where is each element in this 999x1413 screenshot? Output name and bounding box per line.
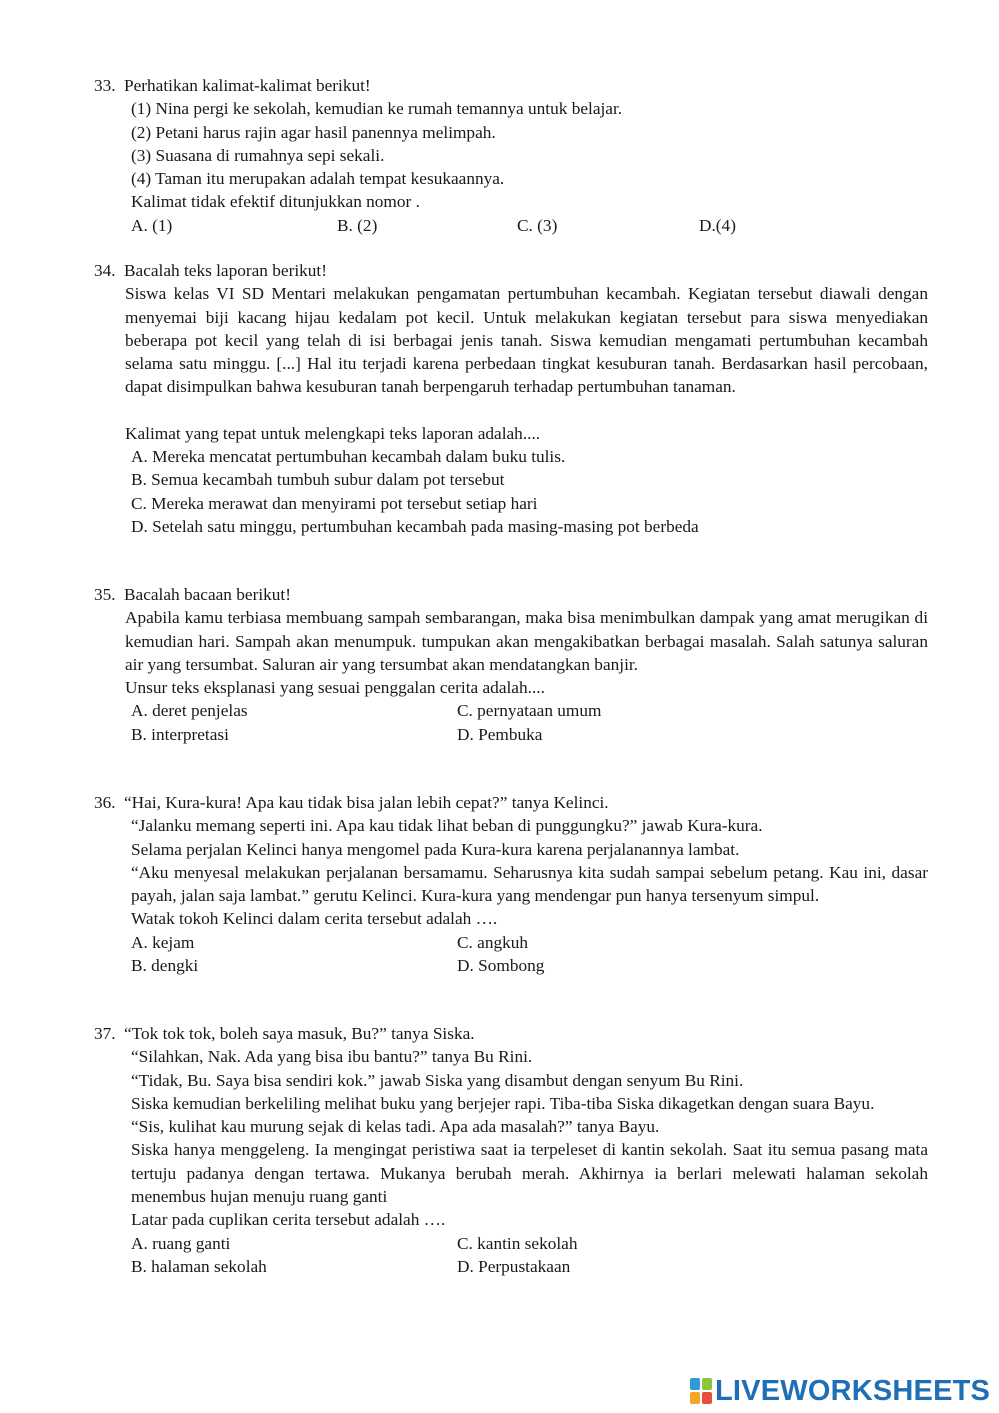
option-a[interactable]: A. kejam <box>131 932 195 952</box>
question-number: 33. <box>94 76 116 95</box>
liveworksheets-logo <box>690 1376 990 1406</box>
story-line: “Aku menyesal melakukan perjalanan bersamamu. Seharusnya kita sudah sampai sebelum petang. Kau ini, dasar payah, jalan saja lambat.” gerutu Kelinci. Kura-kura yang mendengar pun hanya tersenyum simpul. <box>131 862 928 906</box>
option-b[interactable]: B. dengki <box>131 956 199 976</box>
question-stem: Bacalah bacaan berikut! <box>124 585 291 604</box>
question-prompt: Kalimat yang tepat untuk melengkapi teks laporan adalah.... <box>125 423 541 443</box>
option-b[interactable]: B. halaman sekolah <box>131 1256 267 1276</box>
question-number: 36. <box>94 793 116 812</box>
list-item: (1) Nina pergi ke sekolah, kemudian ke rumah temannya untuk belajar. <box>131 99 623 119</box>
option-b[interactable]: B. interpretasi <box>131 724 229 744</box>
question-33 <box>94 74 928 237</box>
option-c[interactable]: C. (3) <box>517 215 558 235</box>
passage: Siswa kelas VI SD Mentari melakukan pengamatan pertumbuhan kecambah. Kegiatan tersebut diawali dengan menyemai biji kacang hijau kedalam pot kecil. Untuk melakukan kegiatan tersebut para siswa menyediakan beberapa pot kecil yang telah di isi berbagai jenis tanah. Siswa kemudian mengamati pertumbuhan kecambah selama satu minggu. [...] Hal itu terjadi karena perbedaan tingkat kesuburan tanah. Berdasarkan hasil percobaan, dapat disimpulkan bahwa kesuburan tanah berpengaruh terhadap pertumbuhan tanaman. <box>125 284 928 397</box>
question-stem: Perhatikan kalimat-kalimat berikut! <box>124 76 371 95</box>
option-c[interactable]: C. Mereka merawat dan menyirami pot tersebut setiap hari <box>131 493 538 513</box>
story-line: “Silahkan, Nak. Ada yang bisa ibu bantu?” tanya Bu Rini. <box>131 1047 533 1067</box>
option-c[interactable]: C. pernyataan umum <box>457 701 602 721</box>
question-number: 37. <box>94 1024 116 1043</box>
story-line: “Sis, kulihat kau murung sejak di kelas tadi. Apa ada masalah?” tanya Bayu. <box>131 1117 660 1137</box>
question-34 <box>94 259 928 538</box>
question-35 <box>94 583 928 746</box>
question-prompt: Kalimat tidak efektif ditunjukkan nomor . <box>131 192 420 212</box>
question-stem: “Tok tok tok, boleh saya masuk, Bu?” tanya Siska. <box>124 1024 475 1043</box>
option-a[interactable]: A. ruang ganti <box>131 1233 231 1253</box>
option-d[interactable]: D. Pembuka <box>457 724 543 744</box>
story-line: Siska kemudian berkeliling melihat buku yang berjejer rapi. Tiba-tiba Siska dikagetkan dengan suara Bayu. <box>131 1093 875 1113</box>
list-item: (4) Taman itu merupakan adalah tempat kesukaannya. <box>131 169 505 189</box>
option-b[interactable]: B. (2) <box>337 215 378 235</box>
option-d[interactable]: D. Setelah satu minggu, pertumbuhan kecambah pada masing-masing pot berbeda <box>131 516 699 536</box>
question-number: 35. <box>94 585 116 604</box>
story-line: “Jalanku memang seperti ini. Apa kau tidak lihat beban di punggungku?” jawab Kura-kura. <box>131 816 763 836</box>
option-c[interactable]: C. kantin sekolah <box>457 1233 578 1253</box>
question-36 <box>94 791 928 977</box>
option-c[interactable]: C. angkuh <box>457 932 529 952</box>
option-a[interactable]: A. deret penjelas <box>131 701 248 721</box>
option-d[interactable]: D. Sombong <box>457 956 545 976</box>
story-line: Selama perjalan Kelinci hanya mengomel pada Kura-kura karena perjalanannya lambat. <box>131 839 740 859</box>
list-item: (2) Petani harus rajin agar hasil panennya melimpah. <box>131 122 496 142</box>
option-b[interactable]: B. Semua kecambah tumbuh subur dalam pot tersebut <box>131 470 505 490</box>
question-number: 34. <box>94 261 116 280</box>
option-d[interactable]: D.(4) <box>699 215 736 235</box>
question-prompt: Unsur teks eksplanasi yang sesuai penggalan cerita adalah.... <box>125 678 545 698</box>
story-line: “Tidak, Bu. Saya bisa sendiri kok.” jawab Siska yang disambut dengan senyum Bu Rini. <box>131 1070 744 1090</box>
question-37 <box>94 1022 928 1278</box>
option-d[interactable]: D. Perpustakaan <box>457 1256 571 1276</box>
question-prompt: Watak tokoh Kelinci dalam cerita tersebut adalah …. <box>131 909 498 929</box>
question-stem: “Hai, Kura-kura! Apa kau tidak bisa jalan lebih cepat?” tanya Kelinci. <box>124 793 609 812</box>
option-a[interactable]: A. Mereka mencatat pertumbuhan kecambah dalam buku tulis. <box>131 447 566 467</box>
list-item: (3) Suasana di rumahnya sepi sekali. <box>131 145 385 165</box>
liveworksheets-icon <box>690 1378 712 1404</box>
question-stem: Bacalah teks laporan berikut! <box>124 261 327 280</box>
brand-name: LIVEWORKSHEETS <box>715 1375 991 1407</box>
option-a[interactable]: A. (1) <box>131 215 173 235</box>
passage: Apabila kamu terbiasa membuang sampah sembarangan, maka bisa menimbulkan dampak yang amat merugikan di kemudian hari. Sampah akan menumpuk. tumpukan akan mengakibatkan berbagai masalah. Salah satunya saluran air yang tersumbat. Saluran air yang tersumbat akan mendatangkan banjir. <box>125 608 928 674</box>
question-prompt: Latar pada cuplikan cerita tersebut adalah …. <box>131 1210 446 1230</box>
story-line: Siska hanya menggeleng. Ia mengingat peristiwa saat ia terpeleset di kantin sekolah. Saat itu semua pasang mata tertuju padanya dengan tertawa. Mukanya berubah merah. Akhirnya ia berlari melewati halaman sekolah menembus hujan menuju ruang ganti <box>131 1140 928 1207</box>
